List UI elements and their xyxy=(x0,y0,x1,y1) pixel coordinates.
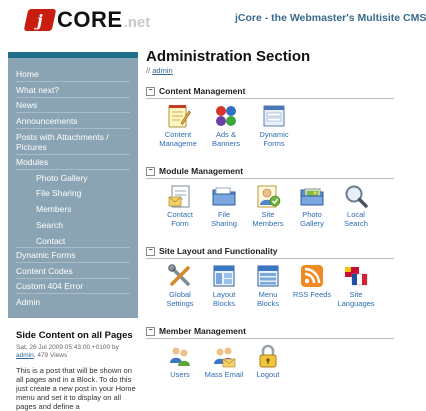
tile-label: Menu Blocks xyxy=(256,290,280,308)
tile-label: Content Manageme xyxy=(159,130,197,148)
folder-icon xyxy=(211,183,237,209)
sidebar-item-home[interactable]: Home xyxy=(16,69,39,79)
tile-label: Site Languages xyxy=(337,290,375,308)
collapse-toggle-icon[interactable]: − xyxy=(146,247,155,256)
tile-label: Local Search xyxy=(344,210,368,228)
balls-icon xyxy=(213,103,239,129)
tile-dynamic-forms[interactable] xyxy=(252,103,296,148)
side-content-meta xyxy=(16,344,138,360)
sidebar-item-photo-gallery[interactable]: Photo Gallery xyxy=(36,173,88,183)
tile-label: Dynamic Forms xyxy=(259,130,289,148)
divider xyxy=(16,128,130,129)
layout-blocks-icon xyxy=(211,263,237,289)
tile-local-search[interactable] xyxy=(334,183,378,228)
breadcrumb-admin-link[interactable]: admin xyxy=(152,66,173,75)
breadcrumb-prefix: // xyxy=(146,66,151,75)
tile-label: Photo Gallery xyxy=(300,210,324,228)
divider xyxy=(16,97,130,98)
sidebar-item-admin[interactable]: Admin xyxy=(16,297,41,307)
members-icon xyxy=(255,183,281,209)
divider xyxy=(16,81,130,82)
tile-ads-banners[interactable] xyxy=(204,103,248,148)
tile-label: Mass Email xyxy=(204,370,244,379)
sidebar-item-contact[interactable]: Contact xyxy=(36,236,66,246)
tile-rss-feeds[interactable] xyxy=(290,263,334,300)
logo-net-text: .net xyxy=(123,13,151,31)
sidebar-item-custom-404[interactable]: Custom 404 Error xyxy=(16,281,84,291)
photo-icon xyxy=(299,183,325,209)
notepad-icon xyxy=(165,103,191,129)
site-tagline: jCore - the Webmaster's Multisite CMS xyxy=(235,12,426,24)
tile-label: Logout xyxy=(256,370,280,379)
sidebar-item-file-sharing[interactable]: File Sharing xyxy=(36,188,82,198)
divider xyxy=(16,154,130,155)
tile-logout[interactable] xyxy=(246,343,290,380)
divider xyxy=(16,278,130,279)
sidebar-item-news[interactable]: News xyxy=(16,100,38,110)
divider xyxy=(16,293,130,294)
divider xyxy=(16,262,130,263)
section-header[interactable] xyxy=(146,325,394,337)
side-content-title[interactable]: Side Content on all Pages xyxy=(16,330,133,341)
tile-label: RSS Feeds xyxy=(292,290,332,299)
mass-email-icon xyxy=(211,343,237,369)
divider xyxy=(16,169,130,170)
post-author-link[interactable]: admin xyxy=(16,352,34,359)
sidebar-item-announcements[interactable]: Announcements xyxy=(16,116,78,126)
section-content-management xyxy=(146,85,394,161)
sidebar-item-what-next[interactable]: What next? xyxy=(16,85,59,95)
page-title: Administration Section xyxy=(146,48,311,65)
contact-form-icon xyxy=(167,183,193,209)
side-content-body: This is a post that will be shown on all pages and in a Block. To do this just create a new post in your Home menu and set it to display on all pages and define a xyxy=(16,366,136,411)
sidebar-item-members[interactable]: Members xyxy=(36,204,72,214)
post-views: , 479 Views xyxy=(33,352,68,359)
tile-global-settings[interactable] xyxy=(158,263,202,308)
tile-label: Global Settings xyxy=(166,290,194,308)
divider xyxy=(16,247,130,248)
section-title: Member Management xyxy=(159,326,246,336)
magnifier-icon xyxy=(343,183,369,209)
rss-icon xyxy=(299,263,325,289)
users-icon xyxy=(167,343,193,369)
post-date: Sat, 26 Jul 2009 05:43:00 +0100 by xyxy=(16,344,119,351)
logo-mark: j xyxy=(24,9,57,31)
tile-label: File Sharing xyxy=(211,210,237,228)
sidebar-top-bar xyxy=(8,52,138,58)
padlock-icon xyxy=(255,343,281,369)
section-title: Module Management xyxy=(159,166,244,176)
tile-contact-form[interactable] xyxy=(158,183,202,228)
tile-label: Contact Form xyxy=(167,210,193,228)
menu-blocks-icon xyxy=(255,263,281,289)
site-logo[interactable] xyxy=(26,8,150,32)
sidebar-item-search[interactable]: Search xyxy=(36,220,63,230)
collapse-toggle-icon[interactable]: − xyxy=(146,167,155,176)
sidebar-item-posts-attachments-cont[interactable]: Pictures xyxy=(16,142,47,152)
tile-site-languages[interactable] xyxy=(334,263,378,308)
breadcrumb xyxy=(146,66,396,75)
tile-menu-blocks[interactable] xyxy=(246,263,290,308)
tile-users[interactable] xyxy=(158,343,202,380)
main-header xyxy=(146,48,396,75)
divider xyxy=(16,112,130,113)
tile-label: Layout Blocks xyxy=(212,290,236,308)
tile-mass-email[interactable] xyxy=(202,343,246,380)
section-site-layout xyxy=(146,245,394,321)
tile-file-sharing[interactable] xyxy=(202,183,246,228)
section-header[interactable] xyxy=(146,85,394,97)
flags-icon xyxy=(343,263,369,289)
sidebar-item-dynamic-forms[interactable]: Dynamic Forms xyxy=(16,250,76,260)
collapse-toggle-icon[interactable]: − xyxy=(146,327,155,336)
section-title: Content Management xyxy=(159,86,246,96)
section-header[interactable] xyxy=(146,165,394,177)
tile-label: Users xyxy=(170,370,190,379)
section-module-management xyxy=(146,165,394,241)
tile-photo-gallery[interactable] xyxy=(290,183,334,228)
side-content-block xyxy=(16,330,138,411)
tools-icon xyxy=(167,263,193,289)
tile-layout-blocks[interactable] xyxy=(202,263,246,308)
tile-label: Ads & Banners xyxy=(212,130,240,148)
sidebar-item-posts-attachments[interactable]: Posts with Attachments / xyxy=(16,132,109,142)
section-member-management xyxy=(146,325,394,401)
tile-label: Site Members xyxy=(252,210,284,228)
sidebar-item-modules[interactable]: Modules xyxy=(16,157,49,167)
collapse-toggle-icon[interactable]: − xyxy=(146,87,155,96)
sidebar-item-content-codes[interactable]: Content Codes xyxy=(16,266,73,276)
section-header[interactable] xyxy=(146,245,394,257)
form-icon xyxy=(261,103,287,129)
tile-content-management[interactable] xyxy=(156,103,200,148)
tile-site-members[interactable] xyxy=(246,183,290,228)
section-title: Site Layout and Functionality xyxy=(159,246,278,256)
logo-core-text: CORE xyxy=(57,7,123,32)
header xyxy=(0,0,426,40)
